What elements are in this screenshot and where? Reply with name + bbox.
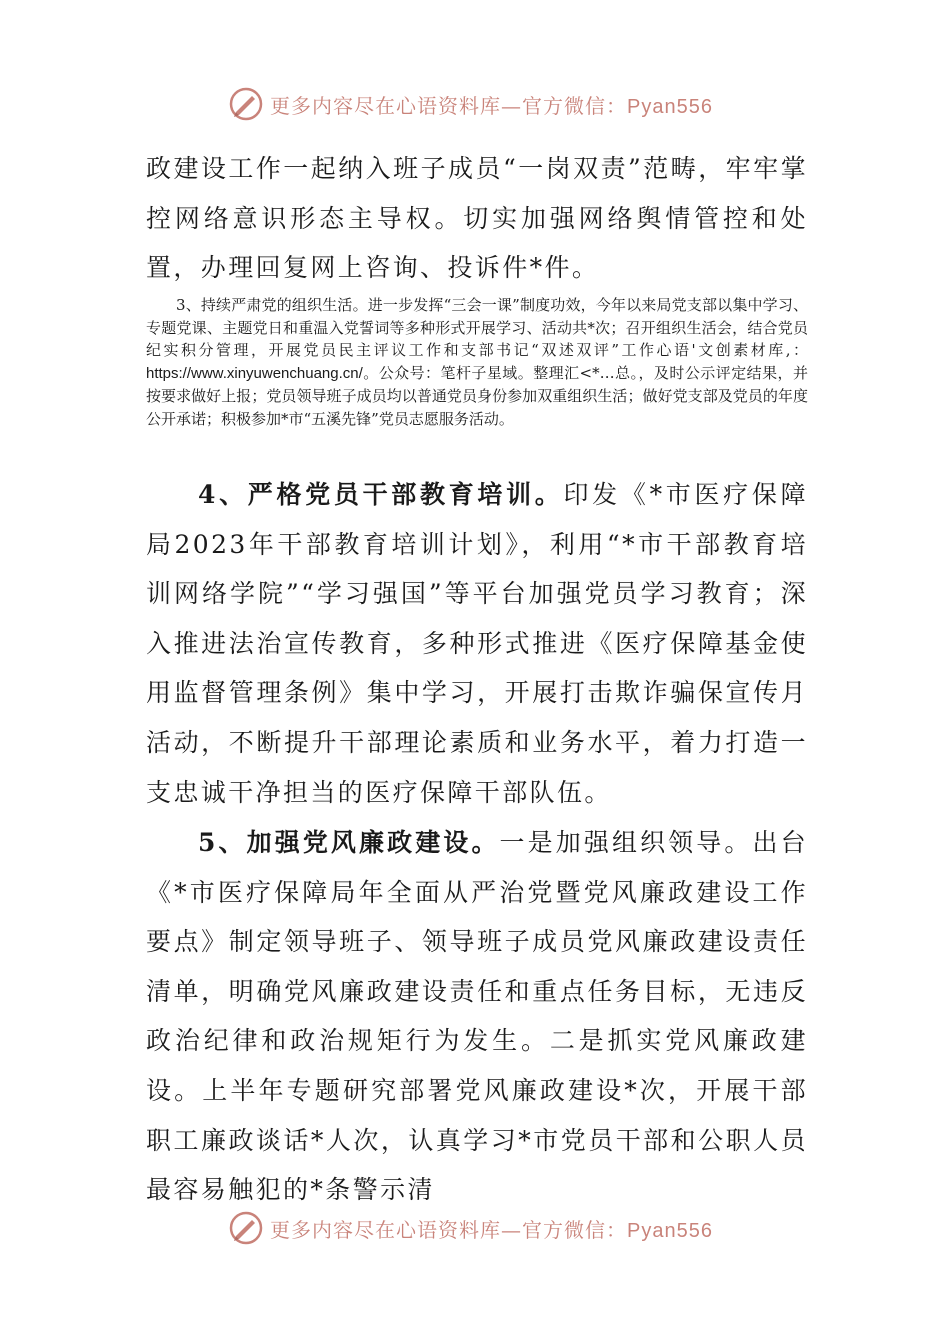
paragraph-section-4 — [146, 470, 808, 817]
section-3-text-b: 。公众号：笔杆子星域。整理汇<*…总。，及时公示评定结果，并按要求做好上报；党员领导班子成员均以普通党员身份参加双重组织生活；做好党支部及党员的年度公开承诺；积极参加*市“五溪先锋”党员志愿服务活动。 — [146, 363, 808, 428]
section-4-title: 4、严格党员干部教育培训。 — [198, 480, 564, 509]
section-4-body: 印发《*市医疗保障局2023年干部教育培训计划》，利用“*市干部教育培训网络学院”“学习强国”等平台加强党员学习教育；深入推进法治宣传教育，多种形式推进《医疗保障基金使用监督管理条例》集中学习，开展打击欺诈骗保宣传月活动，不断提升干部理论素质和业务水平，着力打造一支忠诚干净担当的医疗保障干部队伍。 — [146, 480, 808, 807]
paragraph-small-section-3 — [146, 294, 808, 431]
watermark-wechat-id: Pyan556 — [627, 1219, 713, 1242]
paragraph-continuation — [146, 144, 808, 293]
watermark-banner-top — [228, 84, 713, 124]
pen-logo-icon — [228, 1210, 264, 1246]
section-5-body: 一是加强组织领导。出台《*市医疗保障局年全面从严治党暨党风廉政建设工作要点》制定领导班子、领导班子成员党风廉政建设责任清单，明确党风廉政建设责任和重点任务目标，无违反政治纪律和政治规矩行为发生。二是抓实党风廉政建设。上半年专题研究部署党风廉政建设*次，开展干部职工廉政谈话*人次，认真学习*市党员干部和公职人员最容易触犯的*条警示清 — [146, 828, 808, 1205]
paragraph-1: 政建设工作一起纳入班子成员“一岗双责”范畴，牢牢掌控网络意识形态主导权。切实加强网络舆情管控和处置，办理回复网上咨询、投诉件*件。 — [146, 154, 808, 283]
paragraph-section-5 — [146, 818, 808, 1215]
watermark-text: 更多内容尽在心语资料库—官方微信： — [270, 1217, 627, 1242]
watermark-banner-bottom — [228, 1208, 713, 1248]
section-3-url: https://www.xinyuwenchuang.cn/ — [146, 364, 363, 382]
watermark-wechat-id: Pyan556 — [627, 95, 713, 118]
pen-logo-icon — [228, 86, 264, 122]
watermark-text: 更多内容尽在心语资料库—官方微信： — [270, 93, 627, 118]
section-3-text-a: 3、持续严肃党的组织生活。进一步发挥“三会一课”制度功效，今年以来局党支部以集中学习、专题党课、主题党日和重温入党誓词等多种形式开展学习、活动共*次；召开组织生活会，结合党员纪实积分管理，开展党员民主评议工作和支部书记“双述双评”工作心语'文创素材库,： — [146, 296, 808, 360]
section-5-title: 5、加强党风廉政建设。 — [198, 828, 500, 857]
